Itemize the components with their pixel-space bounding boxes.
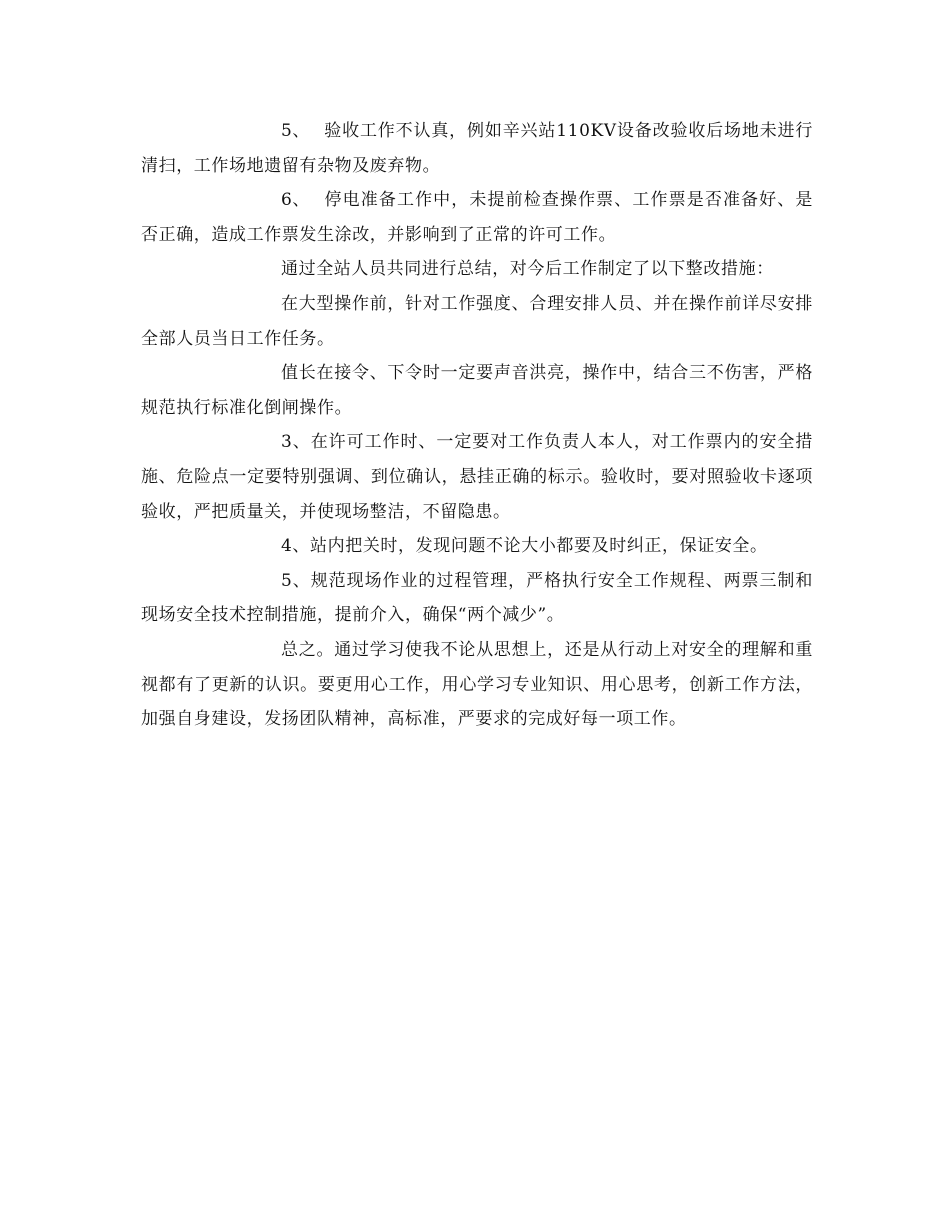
document-body [141, 114, 813, 737]
paragraph-2 [141, 183, 813, 252]
paragraph-text: 在大型操作前，针对工作强度、合理安排人员、并在操作前详尽安排全部人员当日工作任务。 [141, 293, 813, 349]
paragraph-text: 通过全站人员共同进行总结，对今后工作制定了以下整改措施： [281, 259, 774, 280]
paragraph-number: 6、 [281, 190, 311, 211]
paragraph-8 [141, 564, 813, 633]
paragraph-text: 总之。通过学习使我不论从思想上，还是从行动上对安全的理解和重视都有了更新的认识。要更用心工作，用心学习专业知识、用心思考，创新工作方法，加强自身建设，发扬团队精神，高标准，严要求的完成好每一项工作。 [141, 639, 813, 730]
paragraph-5 [141, 356, 813, 425]
paragraph-4 [141, 287, 813, 356]
paragraph-text: 3、在许可工作时、一定要对工作负责人本人，对工作票内的安全措施、危险点一定要特别强调、到位确认，悬挂正确的标示。验收时，要对照验收卡逐项验收，严把质量关，并使现场整洁，不留隐患。 [141, 432, 813, 522]
paragraph-text: 验收工作不认真，例如辛兴站110KV设备改验收后场地未进行清扫，工作场地遗留有杂物及废弃物。 [141, 121, 813, 176]
paragraph-text: 4、站内把关时，发现问题不论大小都要及时纠正，保证安全。 [281, 536, 768, 557]
paragraph-text: 5、规范现场作业的过程管理，严格执行安全工作规程、两票三制和现场安全技术控制措施，提前介入，确保“两个减少”。 [141, 570, 813, 626]
paragraph-1 [141, 114, 813, 183]
paragraph-number: 5、 [281, 121, 311, 141]
paragraph-3 [141, 252, 813, 287]
paragraph-text: 停电准备工作中，未提前检查操作票、工作票是否准备好、是否正确，造成工作票发生涂改，并影响到了正常的许可工作。 [141, 190, 813, 245]
paragraph-7 [141, 529, 813, 564]
paragraph-9 [141, 633, 813, 737]
paragraph-6 [141, 425, 813, 529]
paragraph-text: 值长在接令、下令时一定要声音洪亮，操作中，结合三不伤害，严格规范执行标准化倒闸操作。 [141, 363, 813, 418]
